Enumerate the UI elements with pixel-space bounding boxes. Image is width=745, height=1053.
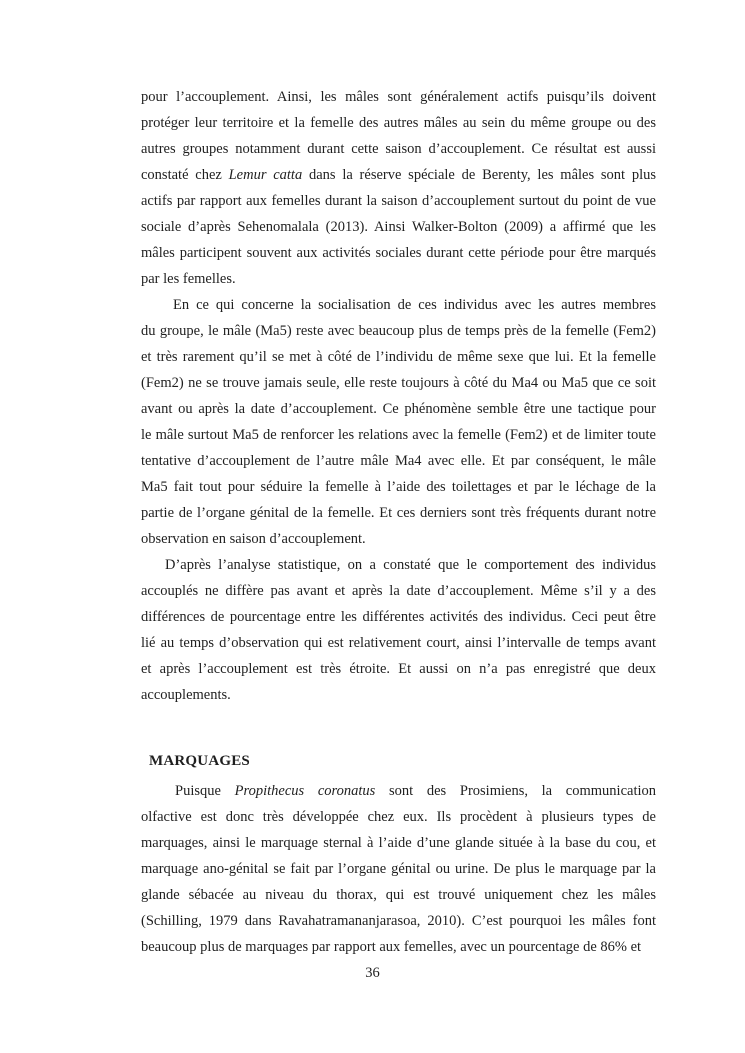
text-line: protéger leur territoire et la femelle des autres mâles au sein du même groupe ou des	[141, 115, 656, 131]
text-line: autres groupes notamment durant cette saison d’accouplement. Ce résultat est aussi	[141, 141, 656, 157]
text-line: marquages, ainsi le marquage sternal à l’aide d’une glande située à la base du cou, et	[141, 835, 656, 851]
text-line: et très rarement qu’il se met à côté de l’individu de même sexe que lui. Et la femelle	[141, 349, 656, 365]
text-line: (Fem2) ne se trouve jamais seule, elle reste toujours à côté du Ma4 ou Ma5 que ce soit	[141, 375, 656, 391]
text-line: glande sébacée au niveau du thorax, qui est trouvé uniquement chez les mâles	[141, 887, 656, 903]
text-line: tentative d’accouplement de l’autre mâle Ma4 avec elle. Et par conséquent, le mâle	[141, 453, 656, 469]
text-line: beaucoup plus de marquages par rapport aux femelles, avec un pourcentage de 86% et	[141, 939, 642, 955]
text-line: pour l’accouplement. Ainsi, les mâles sont généralement actifs puisqu’ils doivent	[141, 89, 656, 105]
text-line: actifs par rapport aux femelles durant la saison d’accouplement surtout du point de vue	[141, 193, 656, 209]
text-line: lié au temps d’observation qui est relativement court, ainsi l’intervalle de temps avant	[141, 635, 656, 651]
text-line: le mâle surtout Ma5 de renforcer les relations avec la femelle (Fem2) et de limiter toute	[141, 427, 656, 443]
text-line: avant ou après la date d’accouplement. Ce phénomène semble être une tactique pour	[141, 401, 656, 417]
text-line: partie de l’organe génital de la femelle. Et ces derniers sont très fréquents durant notre	[141, 505, 656, 521]
text-block	[141, 84, 656, 960]
text-line: mâles participent souvent aux activités sociales durant cette période pour être marqués	[141, 245, 656, 261]
text-line: observation en saison d’accouplement.	[141, 531, 366, 547]
text-line: par les femelles.	[141, 271, 236, 287]
text-line: du groupe, le mâle (Ma5) reste avec beaucoup plus de temps près de la femelle (Fem2)	[141, 323, 656, 339]
text-line: différences de pourcentage entre les différentes activités des individus. Ceci peut être	[141, 609, 656, 625]
text-line: Ma5 fait tout pour séduire la femelle à l’aide des toilettages et par le léchage de la	[141, 479, 656, 495]
section-heading-marquages: MARQUAGES	[149, 753, 250, 769]
text-line: marquage ano-génital se fait par l’organe génital ou urine. De plus le marquage par la	[141, 861, 656, 877]
text-line: D’après l’analyse statistique, on a constaté que le comportement des individus	[165, 557, 656, 573]
text-line: (Schilling, 1979 dans Ravahatramananjarasoa, 2010). C’est pourquoi les mâles font	[141, 913, 656, 929]
text-line: accouplés ne diffère pas avant et après la date d’accouplement. Même s’il y a des	[141, 583, 656, 599]
text-line: constaté chez Lemur catta dans la réserve spéciale de Berenty, les mâles sont plus	[141, 167, 656, 183]
text-line: sociale d’après Sehenomalala (2013). Ainsi Walker-Bolton (2009) a affirmé que les	[141, 219, 656, 235]
text-line: et après l’accouplement est très étroite. Et aussi on n’a pas enregistré que deux	[141, 661, 656, 677]
page-number: 36	[365, 965, 380, 981]
section-gap	[141, 708, 656, 748]
italic-species-name: Lemur catta	[228, 167, 303, 183]
italic-species-name: Propithecus coronatus	[234, 783, 376, 799]
text-line: Puisque Propithecus coronatus sont des Prosimiens, la communication	[175, 783, 657, 799]
text-line: En ce qui concerne la socialisation de ces individus avec les autres membres	[173, 297, 656, 313]
text-line: accouplements.	[141, 687, 231, 703]
text-line: olfactive est donc très développée chez eux. Ils procèdent à plusieurs types de	[141, 809, 656, 825]
